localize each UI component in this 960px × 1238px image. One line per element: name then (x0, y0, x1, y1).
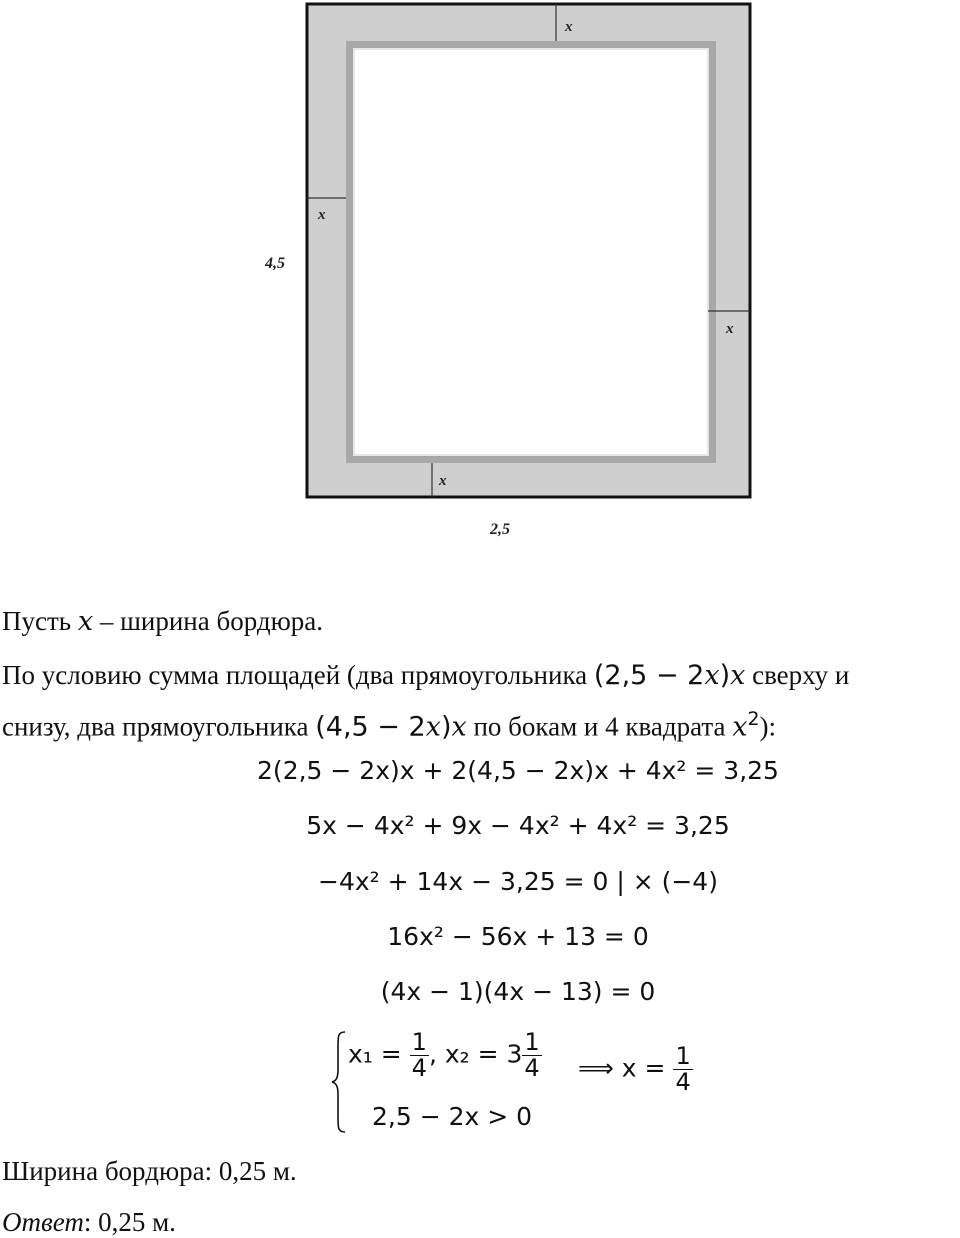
top-border-label: x (565, 19, 573, 35)
cond1-expr: (2,5 − 2 (593, 660, 705, 691)
curly-brace-icon (330, 1030, 348, 1134)
left-border-label: x (318, 207, 326, 223)
system-result (578, 1044, 693, 1095)
root-x2-fraction (522, 1030, 541, 1081)
cond2-var2: x (451, 711, 467, 743)
answer-line (2, 1206, 176, 1238)
border-diagram (0, 0, 960, 560)
intro-pre: Пусть (2, 606, 78, 636)
root-x2-label: , x₂ = 3 (428, 1039, 523, 1069)
cond1-var2: x (730, 660, 746, 691)
equation-2: 5x − 4x² + 9x − 4x² + 4x² = 3,25 (306, 811, 730, 840)
root-x1-label: x₁ = (348, 1039, 410, 1069)
height-label: 4,5 (265, 255, 285, 272)
intro-line (2, 605, 323, 638)
result-num: 1 (675, 1042, 691, 1070)
equation-5: (4x − 1)(4x − 13) = 0 (380, 977, 656, 1006)
conclusion-line: Ширина бордюра: 0,25 м. (2, 1156, 297, 1186)
root-x2-den: 4 (524, 1054, 540, 1083)
inner-rectangle (354, 49, 708, 455)
cond2-sq-var: x (732, 711, 748, 743)
condition-line-1 (2, 659, 849, 692)
result-implies: ⟹ x = (578, 1053, 674, 1083)
system-roots (348, 1030, 542, 1081)
answer-label: Ответ (2, 1207, 84, 1237)
root-x1-den: 4 (411, 1054, 427, 1083)
cond1-post: сверху и (745, 660, 850, 690)
intro-var: x (77, 606, 94, 637)
cond2-sq-exp: 2 (747, 708, 760, 730)
answer-value: : 0,25 м. (83, 1207, 176, 1237)
root-x1-fraction (410, 1030, 429, 1081)
bottom-border-label: x (439, 473, 447, 489)
cond2-pre: снизу, два прямоугольника (2, 711, 316, 742)
cond2-post: ): (759, 711, 777, 742)
equation-4: 16x² − 56x + 13 = 0 (387, 922, 649, 951)
cond1-expr-end: ) (719, 660, 731, 691)
equation-1: 2(2,5 − 2x)x + 2(4,5 − 2x)x + 4x² = 3,25 (257, 756, 779, 785)
condition-line-2 (2, 703, 776, 743)
root-x1-num: 1 (411, 1028, 427, 1056)
cond1-var: x (704, 660, 720, 691)
result-fraction (673, 1044, 692, 1095)
equation-3: −4x² + 14x − 3,25 = 0 | × (−4) (318, 867, 718, 896)
width-label: 2,5 (490, 521, 510, 538)
root-x2-num: 1 (524, 1028, 540, 1056)
system-condition: 2,5 − 2x > 0 (372, 1102, 533, 1131)
cond2-var: x (425, 711, 441, 743)
cond2-expr: (4,5 − 2 (315, 711, 426, 743)
cond2-mid: по бокам и 4 квадрата (466, 711, 733, 742)
result-den: 4 (675, 1068, 691, 1097)
intro-post: – ширина бордюра. (93, 606, 323, 636)
cond2-expr-end: ) (440, 711, 452, 743)
right-border-label: x (726, 321, 734, 337)
cond1-pre: По условию сумма площадей (два прямоугольника (2, 660, 594, 690)
